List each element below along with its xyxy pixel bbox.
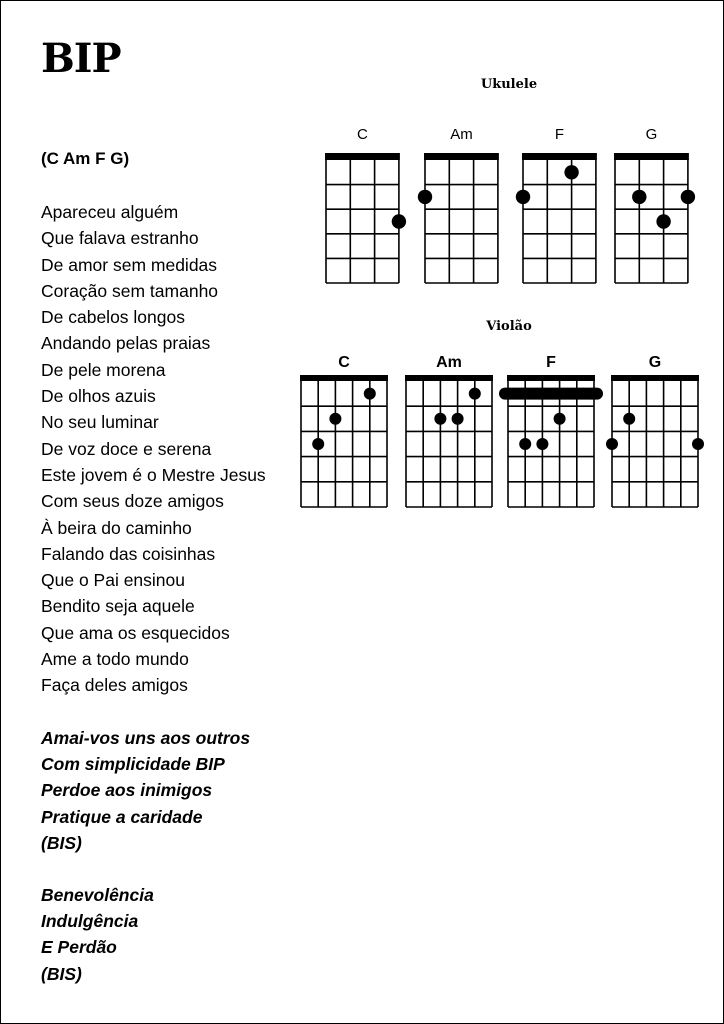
lyric-line: De pele morena — [41, 359, 166, 380]
lyric-line: Faça deles amigos — [41, 675, 188, 696]
finger-dot — [623, 413, 635, 425]
song-title: BIP — [41, 35, 121, 82]
finger-dot — [564, 165, 578, 179]
lyric-line: Andando pelas praias — [41, 333, 211, 354]
chord-diagram-g — [614, 126, 695, 283]
chord-diagrams — [1, 1, 723, 1023]
chord-name: C — [338, 354, 350, 371]
finger-dot — [519, 438, 531, 450]
lyric-line: De cabelos longos — [41, 307, 185, 328]
violao-section-label: Violão — [486, 319, 532, 334]
finger-dot — [329, 413, 341, 425]
finger-dot — [606, 438, 618, 450]
lyric-line: Este jovem é o Mestre Jesus — [41, 464, 266, 485]
lyric-line: Que o Pai ensinou — [41, 570, 185, 591]
finger-dot — [312, 438, 324, 450]
lyric-line: Que ama os esquecidos — [41, 622, 230, 643]
nut — [522, 153, 597, 160]
lyric-line: Ame a todo mundo — [41, 649, 189, 670]
finger-dot — [516, 190, 530, 204]
chord-name: G — [645, 126, 658, 143]
finger-dot — [632, 190, 646, 204]
finger-dot — [554, 413, 566, 425]
chorus-line: Pratique a caridade — [41, 806, 203, 827]
lyric-line: Apareceu alguém — [41, 202, 179, 222]
lyric-line: Com seus doze amigos — [41, 491, 224, 512]
lyric-line: De voz doce e serena — [41, 438, 212, 459]
chord-diagram-c — [300, 354, 388, 507]
nut — [614, 153, 689, 160]
ukulele-chord-diagrams — [325, 126, 695, 283]
violao-chord-diagrams — [300, 354, 704, 507]
chord-name: Am — [450, 126, 473, 143]
lyric-line: Falando das coisinhas — [41, 543, 216, 564]
lyric-line: Que falava estranho — [41, 228, 199, 249]
finger-dot — [681, 190, 695, 204]
finger-dot — [536, 438, 548, 450]
nut — [424, 153, 499, 160]
chord-diagram-f — [516, 126, 597, 283]
nut — [405, 375, 493, 381]
lyric-line: No seu luminar — [41, 412, 159, 433]
nut — [611, 375, 699, 381]
chord-name: F — [554, 126, 565, 143]
coda-line: E Perdão — [41, 937, 117, 958]
chorus-repeat-mark: (BIS) — [41, 832, 82, 853]
coda-line: Benevolência — [41, 885, 154, 905]
chord-diagram-am — [405, 354, 493, 507]
chord-name: Am — [436, 354, 462, 371]
lyric-line: De olhos azuis — [41, 386, 156, 407]
finger-dot — [452, 413, 464, 425]
chord-diagram-am — [418, 126, 499, 283]
lyric-line: Coração sem tamanho — [41, 280, 219, 301]
nut — [325, 153, 400, 160]
chord-diagram-f — [505, 354, 597, 507]
finger-dot — [692, 438, 704, 450]
chord-diagram-c — [325, 126, 406, 283]
lyric-line: À beira do caminho — [41, 517, 192, 538]
lyric-line: De amor sem medidas — [41, 254, 218, 275]
finger-dot — [364, 388, 376, 400]
chord-name: F — [546, 354, 556, 371]
coda-line: Indulgência — [41, 911, 139, 932]
finger-dot — [656, 214, 670, 228]
chorus-line: Com simplicidade BIP — [41, 754, 225, 775]
chorus-line: Perdoe aos inimigos — [41, 780, 213, 801]
nut — [300, 375, 388, 381]
chord-name: C — [357, 126, 368, 143]
chord-name: G — [648, 354, 662, 371]
finger-dot — [434, 413, 446, 425]
nut — [507, 375, 595, 381]
finger-dot — [392, 214, 406, 228]
coda-repeat-mark: (BIS) — [41, 963, 82, 984]
chord-summary: (C Am F G) — [41, 149, 130, 168]
finger-dot — [469, 388, 481, 400]
lyric-line: Bendito seja aquele — [41, 596, 195, 617]
chorus-line: Amai-vos uns aos outros — [41, 728, 251, 748]
finger-dot — [418, 190, 432, 204]
chord-diagram-g — [606, 354, 704, 507]
ukulele-section-label: Ukulele — [480, 77, 538, 92]
